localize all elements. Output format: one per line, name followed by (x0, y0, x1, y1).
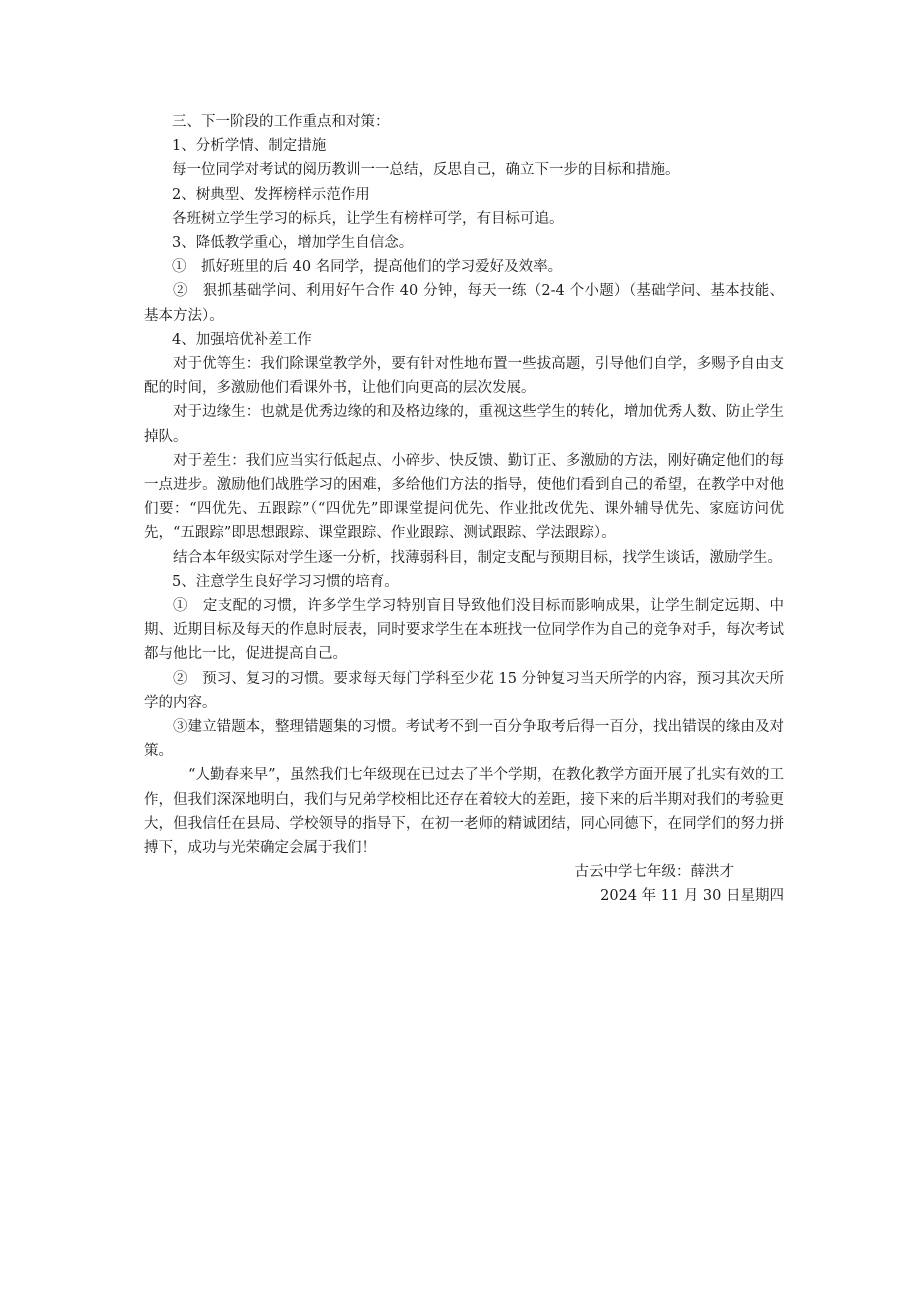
item2-title: 2、树典型、发挥榜样示范作用 (172, 186, 370, 203)
item4-para-edge-students: 对于边缘生：也就是优秀边缘的和及格边缘的，重视这些学生的转化，增加优秀人数、防止学生掉队。 (144, 404, 784, 445)
item4-para-analysis: 结合本年级实际对学生逐一分析，找薄弱科目，制定支配与预期目标，找学生谈话，激励学生。 (173, 549, 782, 566)
section-heading: 三、下一阶段的工作重点和对策： (172, 114, 390, 130)
date: 2024 年 11 月 30 日星期四 (600, 888, 784, 905)
signature: 古云中学七年级：薛洪才 (574, 864, 734, 881)
item1-title: 1、分析学情、制定措施 (172, 138, 327, 155)
conclusion-paragraph: “人勤春来早”，虽然我们七年级现在已过去了半个学期，在教化教学方面开展了扎实有效的工作，但我们深深地明白，我们与兄弟学校相比还存在着较大的差距，接下来的后半期对我们的考验更大，但我信任在县局、学校领导的指导下，在初一老师的精诚团结，同心同德下，在同学们的努力拼搏下，成功与光荣确定会属于我们！ (144, 767, 784, 856)
item3-point2: ② 狠抓基础学问、利用好午合作 40 分钟，每天一练（2-4 个小题）（基础学问、基本技能、基本方法）。 (144, 283, 784, 324)
item5-point3: ③建立错题本，整理错题集的习惯。考试考不到一百分争取考后得一百分，找出错误的缘由及对策。 (144, 718, 784, 760)
item2-body: 各班树立学生学习的标兵，让学生有榜样可学，有目标可追。 (172, 210, 564, 227)
item4-para-top-students: 对于优等生：我们除课堂教学外，要有针对性地布置一些拔高题，引导他们自学，多赐予自由支配的时间，多激励他们看课外书，让他们向更高的层次发展。 (144, 355, 784, 397)
item5-title: 5、注意学生良好学习习惯的培育。 (172, 573, 399, 590)
item5-point2: ② 预习、复习的习惯。要求每天每门学科至少花 15 分钟复习当天所学的内容，预习其次天所学的内容。 (144, 670, 784, 711)
item4-para-weak-students: 对于差生：我们应当实行低起点、小碎步、快反馈、勤订正、多激励的方法，刚好确定他们的每一点进步。激励他们战胜学习的困难，多给他们方法的指导，使他们看到自己的希望，在教学中对他们要：“四优先、五跟踪”（“四优先”即课堂提问优先、作业批改优先、课外辅导优先、家庭访问优先，“五跟踪”即思想跟踪、课堂跟踪、作业跟踪、测试跟踪、学法跟踪）。 (144, 452, 784, 542)
item3-point1: ① 抓好班里的后 40 名同学，提高他们的学习爱好及效率。 (172, 259, 563, 276)
item5-point1: ① 定支配的习惯，许多学生学习特别盲目导致他们没目标而影响成果，让学生制定远期、中期、近期目标及每天的作息时辰表，同时要求学生在本班找一位同学作为自己的竞争对手，每次考试都与他比一比，促进提高自己。 (144, 597, 784, 663)
item3-title: 3、降低教学重心，增加学生自信念。 (172, 234, 414, 251)
document-body (144, 110, 784, 909)
item4-title: 4、加强培优补差工作 (172, 331, 312, 348)
item1-body: 每一位同学对考试的阅历教训一一总结，反思自己，确立下一步的目标和措施。 (172, 162, 680, 179)
